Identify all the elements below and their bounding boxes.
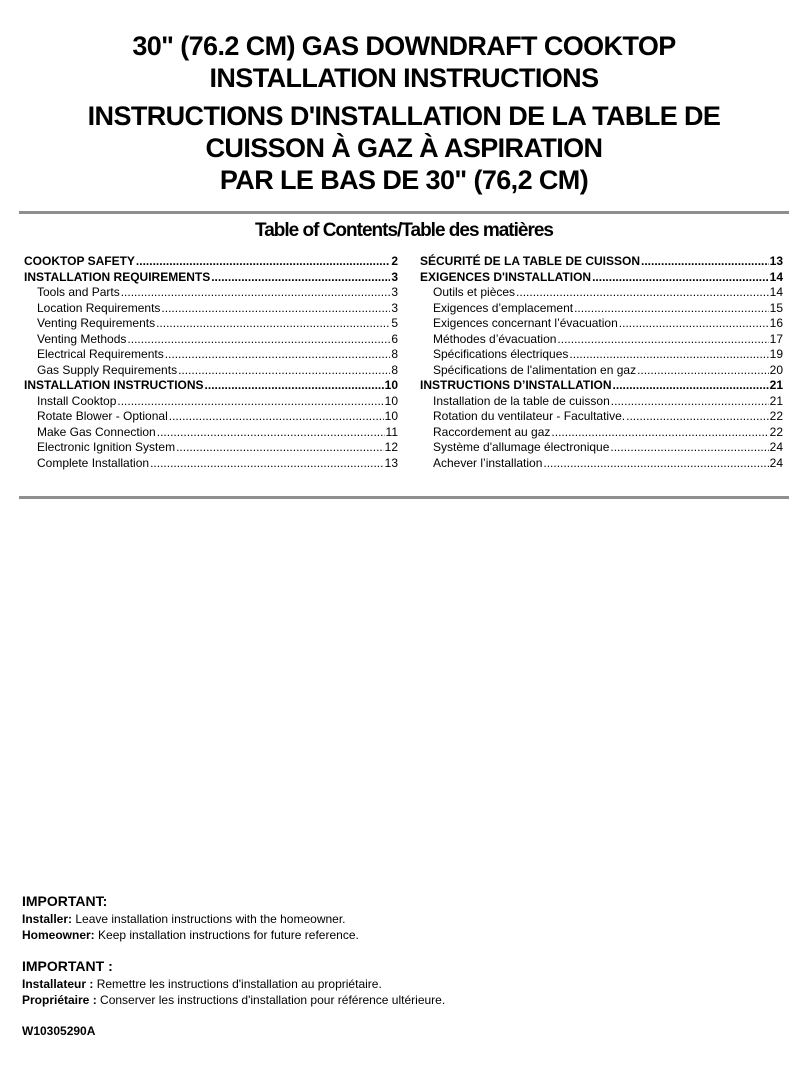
toc-leader-dots: [121, 285, 391, 301]
toc-entry[interactable]: [24, 363, 398, 379]
homeowner-text: Conserver les instructions d'installation pour référence ultérieure.: [96, 993, 446, 1007]
toc-entry[interactable]: [420, 285, 783, 301]
installer-label: Installateur :: [22, 977, 94, 991]
toc-entry-page: 21: [769, 378, 783, 392]
toc-entry[interactable]: [24, 425, 398, 441]
toc-entry-label: Complete Installation: [37, 455, 150, 470]
document-number: W10305290A: [22, 1024, 96, 1038]
toc-leader-dots: [127, 332, 390, 348]
toc-leader-dots: [156, 316, 390, 332]
homeowner-label: Homeowner:: [22, 928, 95, 942]
toc-leader-dots: [117, 394, 383, 410]
toc-entry-page: 8: [391, 347, 398, 361]
installer-note: [22, 976, 445, 992]
toc-leader-dots: [569, 347, 768, 363]
toc-entry-page: 13: [769, 254, 783, 268]
toc-leader-dots: [619, 316, 769, 332]
toc-leader-dots: [543, 456, 768, 472]
toc-entry-label: Exigences concernant l’évacuation: [433, 316, 618, 330]
important-header: IMPORTANT:: [22, 893, 108, 909]
toc-entry[interactable]: [24, 316, 398, 332]
toc-entry-label: Electronic Ignition System: [37, 440, 176, 454]
toc-entry-label: Venting Requirements: [37, 316, 156, 330]
toc-entry-label: Tools and Parts: [37, 285, 120, 299]
toc-entry-page: 3: [391, 300, 398, 315]
toc-entry[interactable]: [420, 316, 783, 332]
toc-entry-page: 13: [384, 455, 398, 470]
title-french: [0, 100, 808, 196]
toc-entry-label: Location Requirements: [37, 300, 161, 315]
toc-entry[interactable]: [420, 301, 783, 317]
toc-entry[interactable]: [420, 409, 783, 425]
toc-entry[interactable]: [24, 254, 398, 270]
toc-entry-label: Exigences d’emplacement: [433, 300, 574, 315]
toc-entry-label: Rotate Blower - Optional: [37, 409, 168, 423]
toc-entry-label: Rotation du ventilateur - Facultative.: [433, 409, 626, 423]
toc-entry-page: 17: [769, 331, 783, 346]
toc-entry-page: 6: [391, 331, 398, 346]
toc-entry-label: EXIGENCES D'INSTALLATION: [420, 269, 592, 284]
toc-entry-page: 11: [385, 424, 398, 439]
toc-entry-page: 12: [384, 440, 398, 454]
title-english-line: INSTALLATION INSTRUCTIONS: [209, 63, 599, 93]
toc-entry-label: Achever l’installation: [433, 455, 543, 470]
toc-entry-page: 10: [384, 393, 398, 408]
important-french: [22, 957, 445, 1008]
toc-entry-label: Gas Supply Requirements: [37, 362, 178, 377]
toc-entry-label: SÉCURITÉ DE LA TABLE DE CUISSON: [420, 254, 641, 268]
homeowner-label: Propriétaire :: [22, 993, 97, 1007]
toc-entry[interactable]: [24, 378, 398, 394]
toc-leader-dots: [613, 378, 769, 394]
toc-entry[interactable]: [420, 347, 783, 363]
toc-entry-label: Make Gas Connection: [37, 424, 156, 439]
divider-bottom: [19, 496, 789, 499]
toc-leader-dots: [165, 347, 391, 363]
homeowner-note: [22, 992, 445, 1008]
toc-entry-label: Spécifications de l'alimentation en gaz: [433, 362, 637, 377]
toc-leader-dots: [551, 425, 768, 441]
installer-label: Installer:: [22, 912, 73, 926]
installer-text: Remettre les instructions d'installation au propriétaire.: [93, 977, 382, 991]
toc-entry-label: Méthodes d’évacuation: [433, 331, 557, 346]
toc-leader-dots: [516, 285, 769, 301]
toc-heading: Table of Contents/Table des matières: [255, 220, 553, 241]
title-french-line: PAR LE BAS DE 30" (76,2 CM): [219, 165, 589, 195]
toc-leader-dots: [136, 254, 390, 270]
toc-leader-dots: [205, 378, 384, 394]
toc-entry-page: 3: [391, 285, 398, 299]
toc-entry-page: 21: [769, 393, 783, 408]
divider-top: [19, 211, 789, 214]
toc-entry-page: 24: [769, 440, 783, 454]
toc-leader-dots: [157, 425, 385, 441]
toc-entry-label: Outils et pièces: [433, 285, 516, 299]
toc-entry-label: Système d'allumage électronique: [433, 440, 610, 454]
toc-entry[interactable]: [24, 394, 398, 410]
toc-leader-dots: [626, 409, 769, 425]
toc-entry[interactable]: [420, 394, 783, 410]
toc-entry-label: Raccordement au gaz: [433, 424, 551, 439]
toc-entry[interactable]: [24, 440, 398, 456]
toc-leader-dots: [211, 270, 390, 286]
toc-entry-label: Electrical Requirements: [37, 347, 164, 361]
toc-entry-label: COOKTOP SAFETY: [24, 254, 135, 268]
toc-entry-label: Venting Methods: [37, 331, 127, 346]
toc-entry[interactable]: [24, 332, 398, 348]
toc-entry[interactable]: [420, 254, 783, 270]
document-title: [0, 30, 808, 196]
toc-entry-label: INSTALLATION REQUIREMENTS: [24, 269, 211, 284]
toc-leader-dots: [611, 394, 769, 410]
toc-leader-dots: [641, 254, 769, 270]
toc-entry-page: 24: [769, 455, 783, 470]
toc-leader-dots: [178, 363, 390, 379]
title-french-line: INSTRUCTIONS D'INSTALLATION DE LA TABLE DE: [87, 101, 721, 131]
toc-entry-label: INSTRUCTIONS D’INSTALLATION: [420, 378, 612, 392]
toc-entry-page: 20: [769, 362, 783, 377]
toc-entry-page: 16: [769, 316, 783, 330]
title-french-line: CUISSON À GAZ À ASPIRATION: [205, 133, 603, 163]
toc-entry-page: 8: [391, 362, 398, 377]
toc-leader-dots: [150, 456, 384, 472]
toc-entry-page: 22: [769, 424, 783, 439]
installer-text: Leave installation instructions with the homeowner.: [72, 912, 346, 926]
toc-leader-dots: [161, 301, 390, 317]
toc-entry[interactable]: [24, 285, 398, 301]
toc-entry[interactable]: [24, 456, 398, 472]
toc-entry-page: 19: [769, 347, 783, 361]
important-english: [22, 892, 359, 943]
toc-entry[interactable]: [420, 440, 783, 456]
toc-entry[interactable]: [420, 425, 783, 441]
installer-note: [22, 911, 359, 927]
toc-leader-dots: [637, 363, 769, 379]
toc-entry[interactable]: [24, 409, 398, 425]
toc-entry[interactable]: [420, 378, 783, 394]
toc-entry-page: 2: [391, 254, 398, 268]
toc-english-column: [24, 254, 398, 471]
homeowner-note: [22, 927, 359, 943]
toc-entry-label: Installation de la table de cuisson: [433, 393, 610, 408]
toc-entry-label: Spécifications électriques: [433, 347, 569, 361]
toc-entry-page: 14: [769, 269, 783, 284]
homeowner-text: Keep installation instructions for future reference.: [94, 928, 359, 942]
toc-entry-page: 15: [769, 300, 783, 315]
toc-entry[interactable]: [420, 456, 783, 472]
toc-leader-dots: [574, 301, 769, 317]
toc-entry-page: 3: [391, 269, 398, 284]
toc-leader-dots: [610, 440, 768, 456]
toc-french-column: [420, 254, 783, 471]
toc-entry-page: 22: [769, 409, 783, 423]
title-english: [0, 30, 808, 94]
important-header: IMPORTANT :: [22, 958, 113, 974]
toc-entry[interactable]: [24, 270, 398, 286]
toc-entry-page: 14: [769, 285, 783, 299]
toc-entry-label: Install Cooktop: [37, 393, 117, 408]
toc-entry[interactable]: [420, 270, 783, 286]
toc-leader-dots: [557, 332, 768, 348]
toc-entry[interactable]: [420, 363, 783, 379]
title-english-line: 30" (76.2 CM) GAS DOWNDRAFT COOKTOP: [132, 31, 676, 61]
toc-entry-label: INSTALLATION INSTRUCTIONS: [24, 378, 204, 392]
toc-leader-dots: [176, 440, 384, 456]
toc-leader-dots: [169, 409, 384, 425]
toc-entry[interactable]: [24, 301, 398, 317]
toc-entry-page: 10: [384, 378, 398, 392]
toc-leader-dots: [592, 270, 769, 286]
toc-entry[interactable]: [420, 332, 783, 348]
toc-entry-page: 5: [391, 316, 398, 330]
toc-entry-page: 10: [384, 409, 398, 423]
toc-entry[interactable]: [24, 347, 398, 363]
